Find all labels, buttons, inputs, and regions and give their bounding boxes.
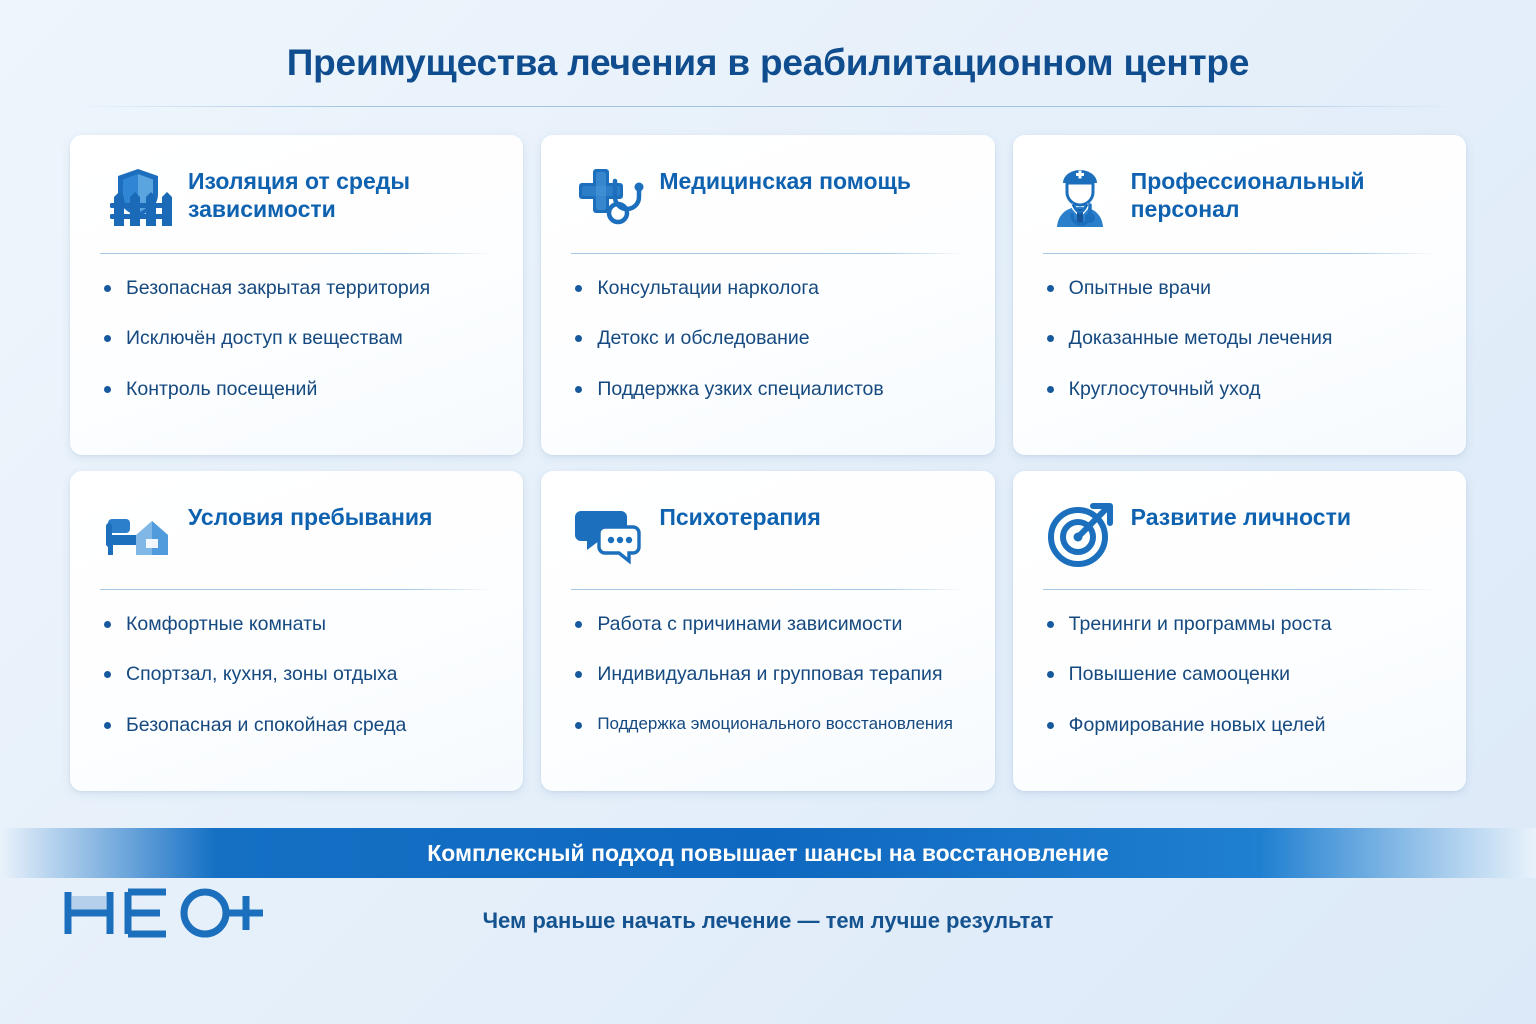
card-header bbox=[1043, 161, 1436, 247]
card-divider bbox=[100, 589, 493, 590]
benefit-card-psychotherapy bbox=[541, 471, 994, 791]
list-item: Поддержка узких специалистов bbox=[571, 377, 964, 401]
card-divider bbox=[571, 253, 964, 254]
benefit-card-staff bbox=[1013, 135, 1466, 455]
benefit-card-accommodation bbox=[70, 471, 523, 791]
list-item: Безопасная закрытая территория bbox=[100, 276, 493, 300]
card-divider bbox=[100, 253, 493, 254]
list-item: Безопасная и спокойная среда bbox=[100, 713, 493, 737]
bed-house-icon bbox=[100, 497, 174, 571]
card-bullet-list bbox=[1043, 276, 1436, 401]
benefit-card-grid bbox=[70, 135, 1466, 791]
footer-banner-text: Комплексный подход повышает шансы на восстановление bbox=[427, 839, 1109, 866]
card-bullet-list bbox=[100, 276, 493, 401]
card-title: Условия пребывания bbox=[188, 504, 433, 530]
card-title: Профессиональный персонал bbox=[1130, 168, 1365, 223]
title-divider bbox=[73, 106, 1463, 107]
benefit-card-medical-help bbox=[541, 135, 994, 455]
list-item: Формирование новых целей bbox=[1043, 713, 1436, 737]
doctor-icon bbox=[1043, 161, 1117, 235]
list-item: Исключён доступ к веществам bbox=[100, 326, 493, 350]
list-item: Комфортные комнаты bbox=[100, 612, 493, 636]
list-item: Контроль посещений bbox=[100, 377, 493, 401]
benefit-card-personal-growth bbox=[1013, 471, 1466, 791]
footer-subtitle: Чем раньше начать лечение — тем лучше результат bbox=[482, 908, 1054, 933]
list-item: Круглосуточный уход bbox=[1043, 377, 1436, 401]
list-item: Тренинги и программы роста bbox=[1043, 612, 1436, 636]
card-title: Развитие личности bbox=[1130, 504, 1351, 530]
shield-fence-icon bbox=[100, 161, 174, 235]
title-area bbox=[0, 0, 1536, 107]
card-title: Медицинская помощь bbox=[659, 168, 912, 194]
footer-banner bbox=[0, 828, 1536, 878]
page-title: Преимущества лечения в реабилитационном центре bbox=[286, 42, 1250, 83]
list-item: Доказанные методы лечения bbox=[1043, 326, 1436, 350]
card-header bbox=[100, 161, 493, 247]
card-divider bbox=[1043, 253, 1436, 254]
card-bullet-list bbox=[100, 612, 493, 737]
card-header bbox=[571, 497, 964, 583]
brand-logo bbox=[60, 884, 270, 944]
list-item: Опытные врачи bbox=[1043, 276, 1436, 300]
list-item: Работа с причинами зависимости bbox=[571, 612, 964, 636]
card-header bbox=[100, 497, 493, 583]
card-bullet-list bbox=[571, 276, 964, 401]
list-item: Повышение самооценки bbox=[1043, 662, 1436, 686]
card-header bbox=[1043, 497, 1436, 583]
card-title: Психотерапия bbox=[659, 504, 821, 530]
card-divider bbox=[571, 589, 964, 590]
list-item: Консультации нарколога bbox=[571, 276, 964, 300]
list-item: Индивидуальная и групповая терапия bbox=[571, 662, 964, 686]
card-bullet-list bbox=[571, 612, 964, 734]
list-item: Детокс и обследование bbox=[571, 326, 964, 350]
card-title: Изоляция от среды зависимости bbox=[188, 168, 410, 223]
target-arrow-icon bbox=[1043, 497, 1117, 571]
medical-cross-stethoscope-icon bbox=[571, 161, 645, 235]
benefit-card-isolation bbox=[70, 135, 523, 455]
list-item: Спортзал, кухня, зоны отдыха bbox=[100, 662, 493, 686]
card-header bbox=[571, 161, 964, 247]
speech-bubbles-icon bbox=[571, 497, 645, 571]
list-item: Поддержка эмоционального восстановления bbox=[571, 713, 964, 734]
card-divider bbox=[1043, 589, 1436, 590]
card-bullet-list bbox=[1043, 612, 1436, 737]
